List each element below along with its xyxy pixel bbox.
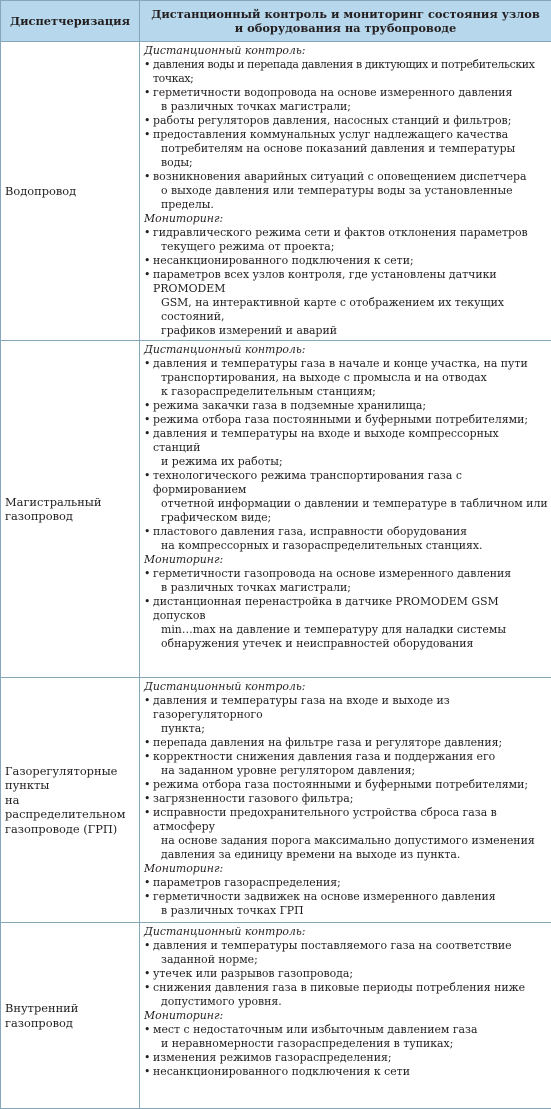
object-type-line: пункты xyxy=(5,778,135,793)
list-item xyxy=(144,413,548,427)
table-body xyxy=(1,42,551,1109)
section-title: Дистанционный контроль: xyxy=(144,680,548,694)
list-item-line: текущего режима от проекта; xyxy=(153,240,548,254)
list-item-line: графиков измерений и аварий xyxy=(153,324,548,338)
list-item-line: транспортирования, на выходе с промысла и на отводах xyxy=(153,371,548,385)
bullet-icon: • xyxy=(144,128,150,142)
list-item-line: снижения давления газа в пиковые периоды потребления ниже xyxy=(153,981,548,995)
object-type-line: газопровод xyxy=(5,1016,135,1031)
bullet-icon: • xyxy=(144,357,150,371)
list-item xyxy=(144,981,548,1009)
table-row xyxy=(1,923,551,1109)
list-item-line: режима закачки газа в подземные хранилища; xyxy=(153,399,548,413)
list-item-line: min…max на давление и температуру для наладки системы xyxy=(153,623,548,637)
bullet-icon: • xyxy=(144,806,150,820)
list-item-line: на основе задания порога максимально допустимого изменения xyxy=(153,834,548,848)
list-item-line: параметров всех узлов контроля, где установлены датчики PROMODEM xyxy=(153,268,548,296)
column-header-dispatching-label: Диспетчеризация xyxy=(10,14,130,28)
bullet-icon: • xyxy=(144,876,150,890)
list-item-line: герметичности задвижек на основе измеренного давления xyxy=(153,890,548,904)
table-row xyxy=(1,42,551,341)
list-item xyxy=(144,750,548,778)
list-item xyxy=(144,1023,548,1051)
list-item-line: обнаружения утечек и неисправностей оборудования xyxy=(153,637,548,651)
bullet-icon: • xyxy=(144,413,150,427)
bullet-icon: • xyxy=(144,1065,150,1079)
list-item-line: давления за единицу времени на выходе из пункта. xyxy=(153,848,548,862)
capabilities-cell xyxy=(140,42,551,341)
list-item-line: давления и температуры поставляемого газа на соответствие xyxy=(153,939,548,953)
list-item xyxy=(144,806,548,862)
object-type-line: на распределительном xyxy=(5,793,135,822)
object-type-line: Газорегуляторные xyxy=(5,764,135,779)
section-title: Мониторинг: xyxy=(144,212,548,226)
column-header-monitoring-line-2: и оборудования на трубопроводе xyxy=(144,21,547,35)
list-item-line: работы регуляторов давления, насосных станций и фильтров; xyxy=(153,114,548,128)
object-type-line: газопроводе (ГРП) xyxy=(5,822,135,837)
capabilities-cell xyxy=(140,678,551,923)
column-header-dispatching xyxy=(1,1,140,42)
list-item-line: заданной норме; xyxy=(153,953,548,967)
bullet-icon: • xyxy=(144,427,150,441)
bullet-icon: • xyxy=(144,1051,150,1065)
list-item-line: к газораспределительным станциям; xyxy=(153,385,548,399)
list-item-line: утечек или разрывов газопровода; xyxy=(153,967,548,981)
list-item-line: дистанционная перенастройка в датчике PROMODEM GSM допусков xyxy=(153,595,548,623)
list-item-line: потребителям на основе показаний давления и температуры воды; xyxy=(153,142,548,170)
bullet-icon: • xyxy=(144,268,150,282)
bullet-icon: • xyxy=(144,750,150,764)
list-item xyxy=(144,357,548,399)
object-type-cell xyxy=(1,923,140,1109)
list-item xyxy=(144,792,548,806)
list-item xyxy=(144,226,548,254)
list-item-line: режима отбора газа постоянными и буферными потребителями; xyxy=(153,413,548,427)
list-item-line: мест с недостаточным или избыточным давлением газа xyxy=(153,1023,548,1037)
list-item xyxy=(144,1065,548,1079)
list-item-line: изменения режимов газораспределения; xyxy=(153,1051,548,1065)
list-item-line: о выходе давления или температуры воды за установленные пределы. xyxy=(153,184,548,212)
object-type-cell xyxy=(1,42,140,341)
list-item-line: на заданном уровне регулятором давления; xyxy=(153,764,548,778)
object-type-line: газопровод xyxy=(5,509,135,524)
list-item-line: исправности предохранительного устройства сброса газа в атмосферу xyxy=(153,806,548,834)
list-item xyxy=(144,1051,548,1065)
list-item-line: давления воды и перепада давления в диктующих и потребительских точках; xyxy=(153,58,548,86)
list-item-line: давления и температуры на входе и выходе компрессорных станций xyxy=(153,427,548,455)
list-item xyxy=(144,399,548,413)
list-item xyxy=(144,778,548,792)
section-title: Дистанционный контроль: xyxy=(144,343,548,357)
object-type-cell xyxy=(1,678,140,923)
object-type-line: Магистральный xyxy=(5,495,135,510)
column-header-monitoring-line-1: Дистанционный контроль и мониторинг состояния узлов xyxy=(144,7,547,21)
list-item xyxy=(144,469,548,525)
bullet-icon: • xyxy=(144,114,150,128)
list-item-line: загрязненности газового фильтра; xyxy=(153,792,548,806)
bullet-icon: • xyxy=(144,226,150,240)
list-item-line: и режима их работы; xyxy=(153,455,548,469)
list-item xyxy=(144,427,548,469)
section-title: Мониторинг: xyxy=(144,553,548,567)
object-type-cell xyxy=(1,341,140,678)
bullet-icon: • xyxy=(144,567,150,581)
list-item xyxy=(144,736,548,750)
list-item-line: графическом виде; xyxy=(153,511,548,525)
list-item-line: несанкционированного подключения к сети xyxy=(153,1065,548,1079)
list-item-line: параметров газораспределения; xyxy=(153,876,548,890)
list-item xyxy=(144,128,548,170)
bullet-icon: • xyxy=(144,981,150,995)
section-title: Дистанционный контроль: xyxy=(144,925,548,939)
list-item xyxy=(144,254,548,268)
bullet-icon: • xyxy=(144,778,150,792)
bullet-icon: • xyxy=(144,792,150,806)
list-item-line: в различных точках ГРП xyxy=(153,904,548,918)
capabilities-cell xyxy=(140,341,551,678)
bullet-icon: • xyxy=(144,1023,150,1037)
list-item xyxy=(144,694,548,736)
list-item-line: на компрессорных и газораспределительных станциях. xyxy=(153,539,548,553)
section-title: Мониторинг: xyxy=(144,1009,548,1023)
list-item-line: отчетной информации о давлении и температуре в табличном или xyxy=(153,497,548,511)
bullet-icon: • xyxy=(144,399,150,413)
bullet-icon: • xyxy=(144,254,150,268)
table-header-row xyxy=(1,1,551,42)
list-item xyxy=(144,876,548,890)
list-item xyxy=(144,939,548,967)
list-item xyxy=(144,170,548,212)
bullet-icon: • xyxy=(144,939,150,953)
list-item-line: в различных точках магистрали; xyxy=(153,100,548,114)
list-item-line: пластового давления газа, исправности оборудования xyxy=(153,525,548,539)
list-item xyxy=(144,268,548,338)
list-item xyxy=(144,58,548,86)
table-row xyxy=(1,341,551,678)
list-item-line: допустимого уровня. xyxy=(153,995,548,1009)
column-header-monitoring xyxy=(140,1,551,42)
list-item-line: и неравномерности газораспределения в тупиках; xyxy=(153,1037,548,1051)
list-item-line: несанкционированного подключения к сети; xyxy=(153,254,548,268)
bullet-icon: • xyxy=(144,86,150,100)
list-item-line: возникновения аварийных ситуаций с оповещением диспетчера xyxy=(153,170,548,184)
bullet-icon: • xyxy=(144,170,150,184)
list-item-line: в различных точках магистрали; xyxy=(153,581,548,595)
list-item-line: режима отбора газа постоянными и буферными потребителями; xyxy=(153,778,548,792)
bullet-icon: • xyxy=(144,694,150,708)
table-row xyxy=(1,678,551,923)
list-item-line: технологического режима транспортирования газа с формированием xyxy=(153,469,548,497)
list-item xyxy=(144,86,548,114)
bullet-icon: • xyxy=(144,525,150,539)
list-item xyxy=(144,525,548,553)
object-type-line: Водопровод xyxy=(5,184,135,199)
list-item-line: гидравлического режима сети и фактов отклонения параметров xyxy=(153,226,548,240)
bullet-icon: • xyxy=(144,967,150,981)
list-item-line: давления и температуры газа на входе и выходе из газорегуляторного xyxy=(153,694,548,722)
list-item xyxy=(144,114,548,128)
list-item xyxy=(144,890,548,918)
bullet-icon: • xyxy=(144,890,150,904)
list-item-line: перепада давления на фильтре газа и регуляторе давления; xyxy=(153,736,548,750)
section-title: Мониторинг: xyxy=(144,862,548,876)
list-item-line: GSM, на интерактивной карте с отображением их текущих состояний, xyxy=(153,296,548,324)
object-type-line: Внутренний xyxy=(5,1001,135,1016)
list-item-line: герметичности водопровода на основе измеренного давления xyxy=(153,86,548,100)
list-item-line: корректности снижения давления газа и поддержания его xyxy=(153,750,548,764)
bullet-icon: • xyxy=(144,58,150,72)
bullet-icon: • xyxy=(144,469,150,483)
section-title: Дистанционный контроль: xyxy=(144,44,548,58)
capabilities-cell xyxy=(140,923,551,1109)
list-item-line: предоставления коммунальных услуг надлежащего качества xyxy=(153,128,548,142)
bullet-icon: • xyxy=(144,595,150,609)
list-item-line: герметичности газопровода на основе измеренного давления xyxy=(153,567,548,581)
list-item xyxy=(144,595,548,651)
bullet-icon: • xyxy=(144,736,150,750)
list-item xyxy=(144,567,548,595)
list-item-line: пункта; xyxy=(153,722,548,736)
list-item-line: давления и температуры газа в начале и конце участка, на пути xyxy=(153,357,548,371)
list-item xyxy=(144,967,548,981)
